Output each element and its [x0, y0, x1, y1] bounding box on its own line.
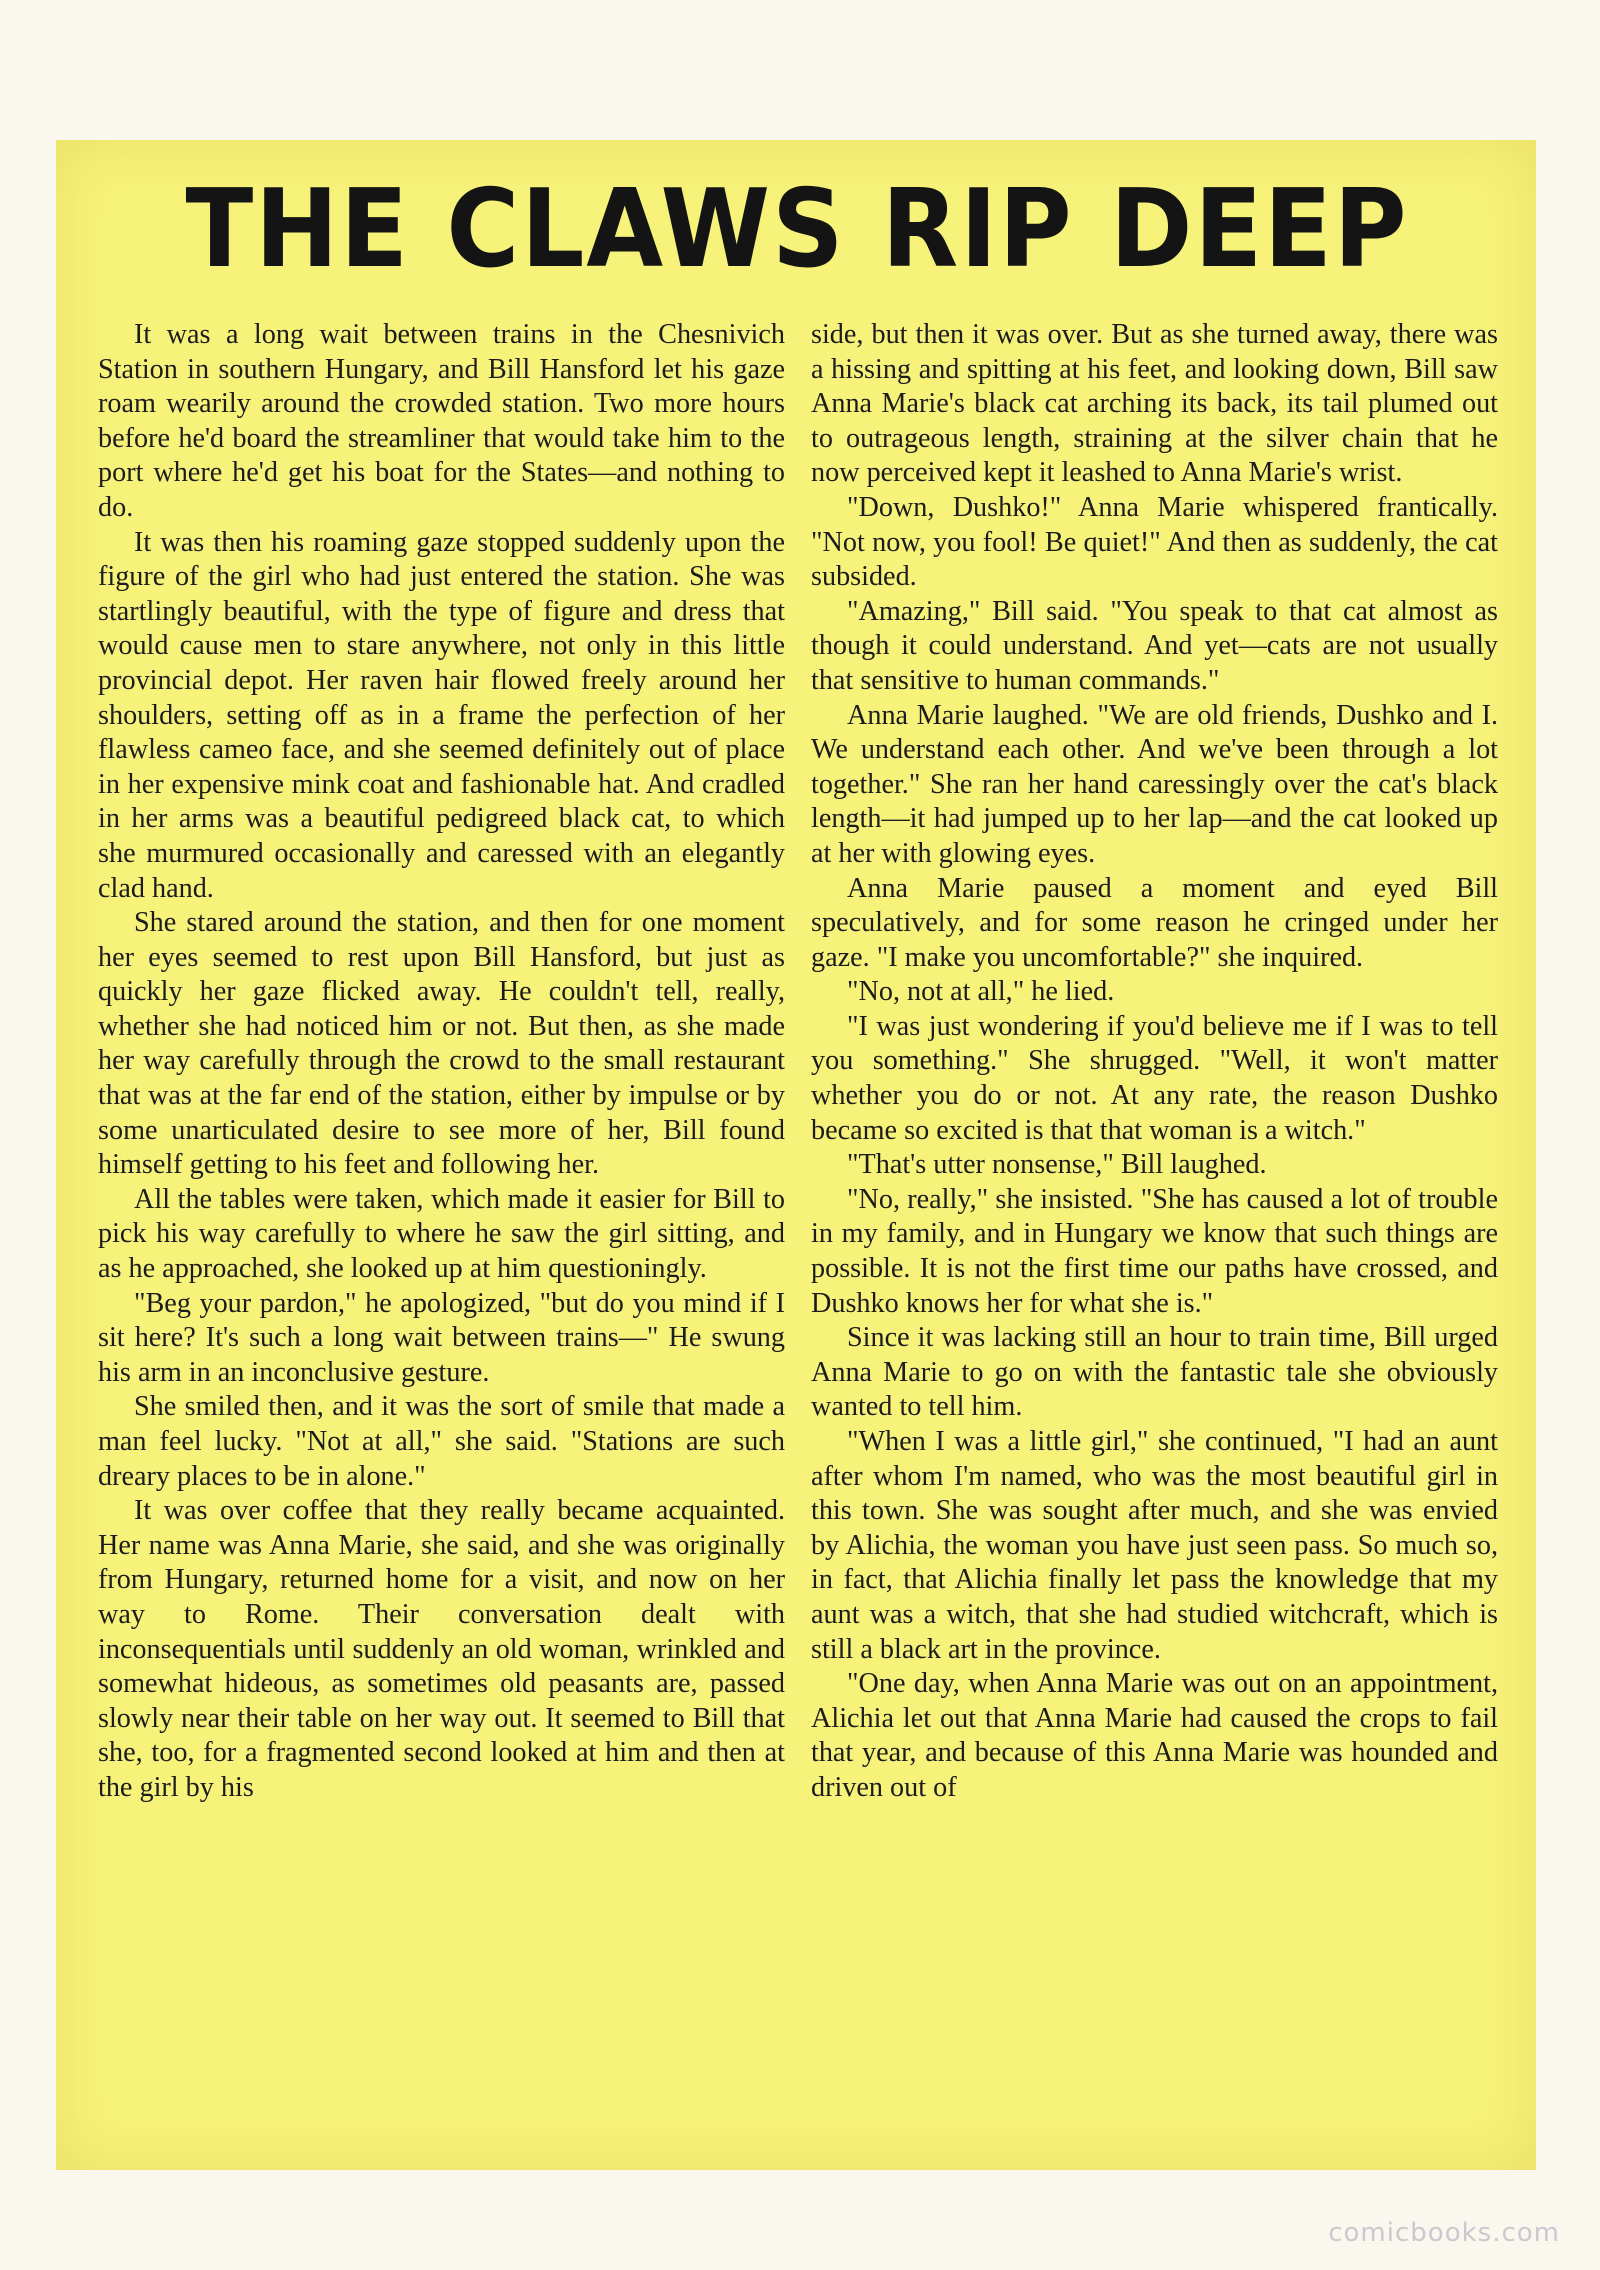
paragraph: Since it was lacking still an hour to train time, Bill urged Anna Marie to go on with the fantastic tale she obviously wanted to tell him. [811, 1322, 1498, 1423]
paragraph: "Beg your pardon," he apologized, "but do you mind if I sit here? It's such a long wait between trains—" He swung his arm in an inconclusive gesture. [98, 1287, 785, 1388]
story-columns [98, 318, 1498, 2146]
paragraph: "I was just wondering if you'd believe me if I was to tell you something." She shrugged. "Well, it won't matter whether you do or not. At any rate, the reason Dushko became so excited is that that woman is a witch." [811, 1010, 1498, 1146]
paragraph: "One day, when Anna Marie was out on an appointment, Alichia let out that Anna Marie had caused the crops to fail that year, and because of this Anna Marie was hounded and driven out of [811, 1668, 1498, 1803]
paragraph: All the tables were taken, which made it easier for Bill to pick his way carefully to where he saw the girl sitting, and as he approached, she looked up at him questioningly. [98, 1183, 785, 1285]
paragraph: side, but then it was over. But as she turned away, there was a hissing and spitting at his feet, and looking down, Bill saw Anna Marie's black cat arching its back, its tail plumed out to outrageous length, straining at the silver chain that he now perceived kept it leashed to Anna Marie's wrist. [811, 319, 1498, 489]
paragraph: It was a long wait between trains in the Chesnivich Station in southern Hungary, and Bill Hansford let his gaze roam wearily around the crowded station. Two more hours before he'd board the streamliner that would take him to the port where he'd get his boat for the States—and nothing to do. [98, 319, 785, 523]
watermark: comicbooks.com [1328, 2218, 1560, 2248]
paragraph: "Down, Dushko!" Anna Marie whispered frantically. "Not now, you fool! Be quiet!" And then as suddenly, the cat subsided. [811, 491, 1498, 593]
paragraph: "No, not at all," he lied. [847, 976, 1115, 1008]
paragraph: "Amazing," Bill said. "You speak to that cat almost as though it could understand. And yet—cats are not usually that sensitive to human commands." [811, 595, 1498, 696]
story-panel [56, 140, 1536, 2170]
paragraph: She stared around the station, and then for one moment her eyes seemed to rest upon Bill Hansford, but just as quickly her gaze flicked away. He couldn't tell, really, whether she had noticed him or not. But then, as she made her way carefully through the crowd to the small restaurant that was at the far end of the station, either by impulse or by some unarticulated desire to see more of her, Bill found himself getting to his feet and following her. [98, 907, 785, 1181]
paragraph: It was over coffee that they really became acquainted. Her name was Anna Marie, she said, and she was originally from Hungary, returned home for a visit, and now on her way to Rome. Their conversation dealt with inconsequentials until suddenly an old woman, wrinkled and somewhat hideous, as sometimes old peasants are, passed slowly near their table on her way out. It seemed to Bill that she, too, for a fragmented second looked at him and then at the girl by his [98, 1495, 785, 1803]
story-title: THE CLAWS RIP DEEP [185, 167, 1409, 292]
paragraph: It was then his roaming gaze stopped suddenly upon the figure of the girl who had just entered the station. She was startlingly beautiful, with the type of figure and dress that would cause men to stare anywhere, not only in this little provincial depot. Her raven hair flowed freely around her shoulders, setting off as in a frame the perfection of her flawless cameo face, and she seemed definitely out of place in her expensive mink coat and fashionable hat. And cradled in her arms was a beautiful pedigreed black cat, to which she murmured occasionally and caressed with an elegantly clad hand. [98, 526, 785, 904]
paragraph: "No, really," she insisted. "She has caused a lot of trouble in my family, and in Hungary we know that such things are possible. It is not the first time our paths have crossed, and Dushko knows her for what she is." [811, 1183, 1498, 1319]
paragraph: "That's utter nonsense," Bill laughed. [847, 1149, 1267, 1181]
paragraph: She smiled then, and it was the sort of smile that made a man feel lucky. "Not at all," she said. "Stations are such dreary places to be in alone." [98, 1391, 785, 1492]
paragraph: Anna Marie laughed. "We are old friends, Dushko and I. We understand each other. And we've been through a lot together." She ran her hand caressingly over the cat's black length—it had jumped up to her lap—and the cat looked up at her with glowing eyes. [811, 699, 1498, 869]
left-column [98, 318, 785, 2146]
right-column [811, 318, 1498, 2146]
paragraph: Anna Marie paused a moment and eyed Bill speculatively, and for some reason he cringed under her gaze. "I make you uncomfortable?" she inquired. [811, 872, 1498, 973]
paragraph: "When I was a little girl," she continued, "I had an aunt after whom I'm named, who was the most beautiful girl in this town. She was sought after much, and she was envied by Alichia, the woman you have just seen pass. So much so, in fact, that Alichia finally let pass the knowledge that my aunt was a witch, that she had studied witchcraft, which is still a black art in the province. [811, 1426, 1498, 1665]
